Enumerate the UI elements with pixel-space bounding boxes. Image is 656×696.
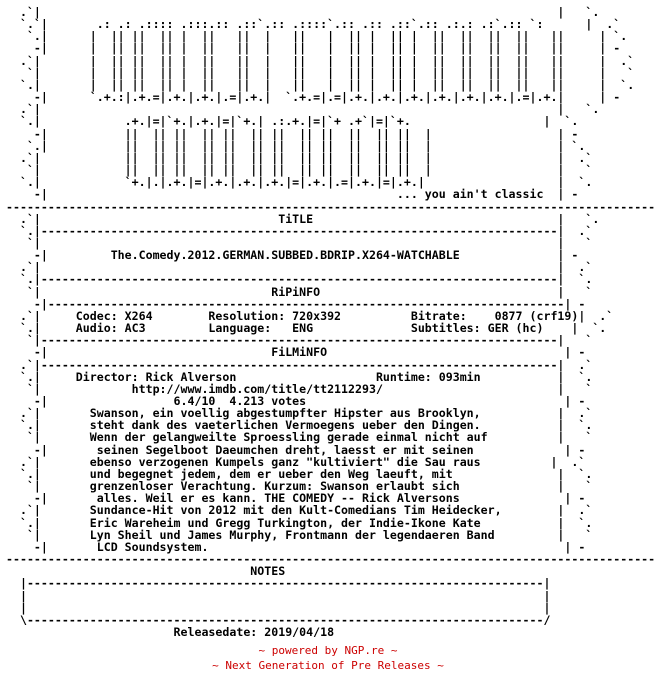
footer-powered-by: ~ powered by NGP.re ~ (258, 644, 398, 657)
nfo-ascii-text: .`| | `. `.`| .: .: .:::: .:::.:: .::`.:: .::::`.:: .:: .::`.:: .:.: .:`.:: `: | .` `.| | || || || | || || | || | || | || | || || || || || | `. -| | || || || | || || | || | || | || | || || || || || | - .`| | || || || | || || | || | || | || | || || || || || | .` `| | || || || | || || | || | || | || | || || || || || | ` `.| | || || || | || || | || | || | || | || || || || || | `. -| `.+.:|.+.=|.+.|.+.|.=|.+.| `.+.=|.=|.+.|.+.|.+.|.+.|.+.|.+.|.=|.+.| | - .`| | `. `.| .+.|=|`+.|.+.|=|`+.| .:.+.|=|`+ .+`|=|`+. | `. -| || || || || || || || || || || || || | | - `.| || || || || || || || || || || || || | | `. .`| || || || || || || || || || || || || | | .` `| || || || || || || || || || || || || | | ` `.| `+.|.|.+.|=|.+.|.+.|.+.|=|.+.|.=|.+.|=|.+.| | `. -| ... you ain't classic | - --------------------------------------------------------------------------------------------- .`| TiTLE | `. `.|--------------------------------------------------------------------------| .` `| | ` -| The.Comedy.2012.GERMAN.SUBBED.BDRIP.X264-WATCHABLE | - .`| | .` `.|--------------------------------------------------------------------------| `. `| RiPiNFO | ` -|--------------------------------------------------------------------------| - .`| Codec: X264 Resolution: 720x392 Bitrate: 0877 (crf19)| .` `.| Audio: AC3 Language: ENG Subtitles: GER (hc) | `. `|--------------------------------------------------------------------------| ` -| FiLMiNFO | - .`|--------------------------------------------------------------------------| .` `.| Director: Rick Alverson Runtime: 093min | `. `| http://www.imdb.com/title/tt2112293/ | ` -| 6.4/10 4.213 votes | - .`| Swanson, ein voellig abgestumpfter Hipster aus Brooklyn, | .` `.| steht dank des vaeterlichen Vermoegens ueber den Dingen. | `. `| Wenn der gelangweilte Sproessling gerade einmal nicht auf | ` -| seinen Segelboot Daeumchen dreht, laesst er mit seinen | - .`| ebenso verzogenen Kumpels ganz "kultiviert" die Sau raus | .` `.| und begegnet jedem, dem er ueber den Weg laeuft, mit | `. `| grenzenloser Verachtung. Kurzum: Swanson erlaubt sich | ` -| alles. Weil er es kann. THE COMEDY -- Rick Alversons | - .`| Sundance-Hit von 2012 mit den Kult-Comedians Tim Heidecker, | .` `.| Eric Wareheim und Gregg Turkington, der Indie-Ikone Kate | `. `| Lyn Sheil und James Murphy, Frontmann der legendaeren Band | ` -| LCD Soundsystem. | - --------------------------------------------------------------------------------------------- NOTES |--------------------------------------------------------------------------| | | | | \--------------------------------------------------------------------------/ Releasedate: 2019/04/18 (6, 5, 656, 639)
footer-tagline: ~ Next Generation of Pre Releases ~ (212, 659, 444, 672)
